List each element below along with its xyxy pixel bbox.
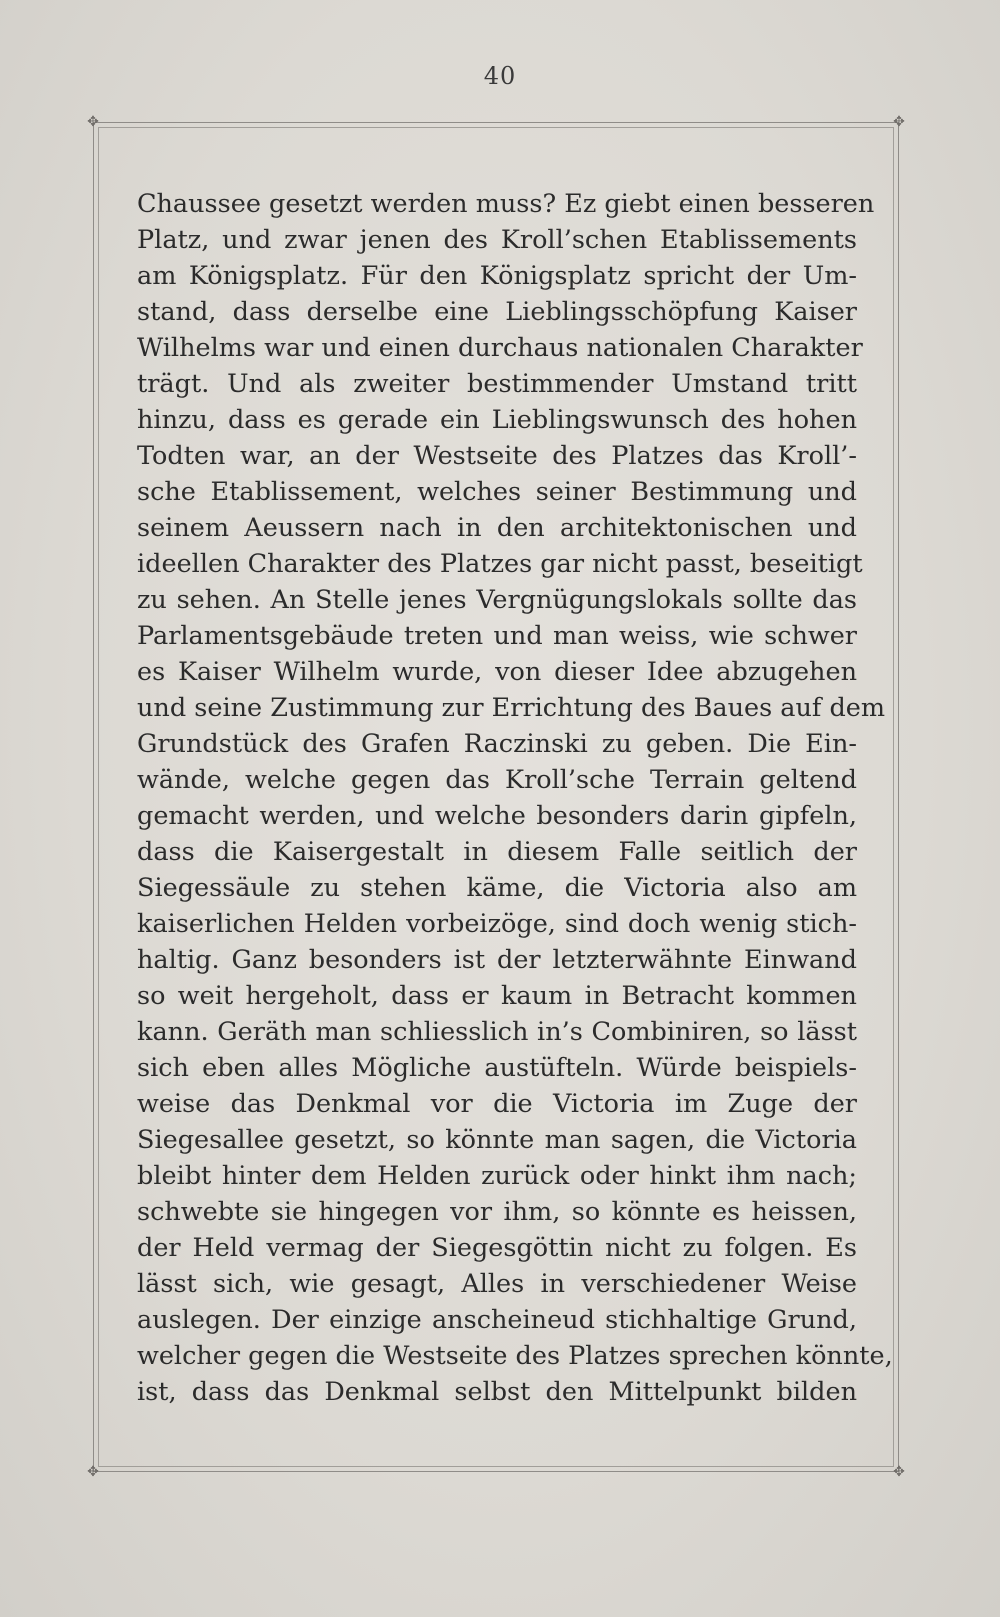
text-line: Parlamentsgebäude treten und man weiss, wie schwer (137, 621, 857, 651)
text-line: Grundstück des Grafen Raczinski zu geben. Die Ein- (137, 729, 857, 759)
text-line: hinzu, dass es gerade ein Lieblingswunsch des hohen (137, 405, 857, 435)
text-line: am Königsplatz. Für den Königsplatz spricht der Um- (137, 261, 857, 291)
text-line: auslegen. Der einzige anscheineud stichhaltige Grund, (137, 1305, 857, 1335)
text-line: trägt. Und als zweiter bestimmender Umstand tritt (137, 369, 857, 399)
text-line: bleibt hinter dem Helden zurück oder hinkt ihm nach; (137, 1161, 857, 1191)
text-line: seinem Aeussern nach in den architektonischen und (137, 513, 857, 543)
text-line: und seine Zustimmung zur Errichtung des Baues auf dem (137, 693, 886, 723)
text-line: ist, dass das Denkmal selbst den Mittelpunkt bilden (137, 1377, 857, 1407)
text-line: sich eben alles Mögliche austüfteln. Würde beispiels- (137, 1053, 857, 1083)
text-line: haltig. Ganz besonders ist der letzterwähnte Einwand (137, 945, 857, 975)
text-line: Chaussee gesetzt werden muss? Ez giebt einen besseren (137, 189, 875, 219)
text-line: so weit hergeholt, dass er kaum in Betracht kommen (137, 981, 857, 1011)
text-line: der Held vermag der Siegesgöttin nicht zu folgen. Es (137, 1233, 857, 1263)
corner-ornament-icon: ✥ (87, 1464, 99, 1480)
text-line: wände, welche gegen das Kroll’sche Terrain geltend (137, 765, 857, 795)
text-line: Todten war, an der Westseite des Platzes das Kroll’- (137, 441, 857, 471)
corner-ornament-icon: ✥ (893, 1464, 905, 1480)
body-text (137, 186, 893, 1410)
text-line: kaiserlichen Helden vorbeizöge, sind doch wenig stich- (137, 909, 857, 939)
text-line: Siegessäule zu stehen käme, die Victoria also am (137, 873, 857, 903)
text-line: zu sehen. An Stelle jenes Vergnügungslokals sollte das (137, 585, 857, 615)
text-line: lässt sich, wie gesagt, Alles in verschiedener Weise (137, 1269, 857, 1299)
text-line: schwebte sie hingegen vor ihm, so könnte es heissen, (137, 1197, 857, 1227)
text-line: weise das Denkmal vor die Victoria im Zuge der (137, 1089, 857, 1119)
page-number: 40 (483, 62, 517, 90)
corner-ornament-icon: ✥ (87, 114, 99, 130)
text-line: gemacht werden, und welche besonders darin gipfeln, (137, 801, 857, 831)
text-line: ideellen Charakter des Platzes gar nicht passt, beseitigt (137, 549, 863, 579)
text-line: welcher gegen die Westseite des Platzes sprechen könnte, (137, 1341, 893, 1371)
text-line: dass die Kaisergestalt in diesem Falle seitlich der (137, 837, 857, 867)
text-line: Siegesallee gesetzt, so könnte man sagen, die Victoria (137, 1125, 857, 1155)
text-line: sche Etablissement, welches seiner Bestimmung und (137, 477, 857, 507)
text-line: Wilhelms war und einen durchaus nationalen Charakter (137, 333, 863, 363)
text-line: Platz, und zwar jenen des Kroll’schen Etablissements (137, 225, 857, 255)
text-line: kann. Geräth man schliesslich in’s Combiniren, so lässt (137, 1017, 857, 1047)
corner-ornament-icon: ✥ (893, 114, 905, 130)
text-line: es Kaiser Wilhelm wurde, von dieser Idee abzugehen (137, 657, 857, 687)
text-line: stand, dass derselbe eine Lieblingsschöpfung Kaiser (137, 297, 857, 327)
